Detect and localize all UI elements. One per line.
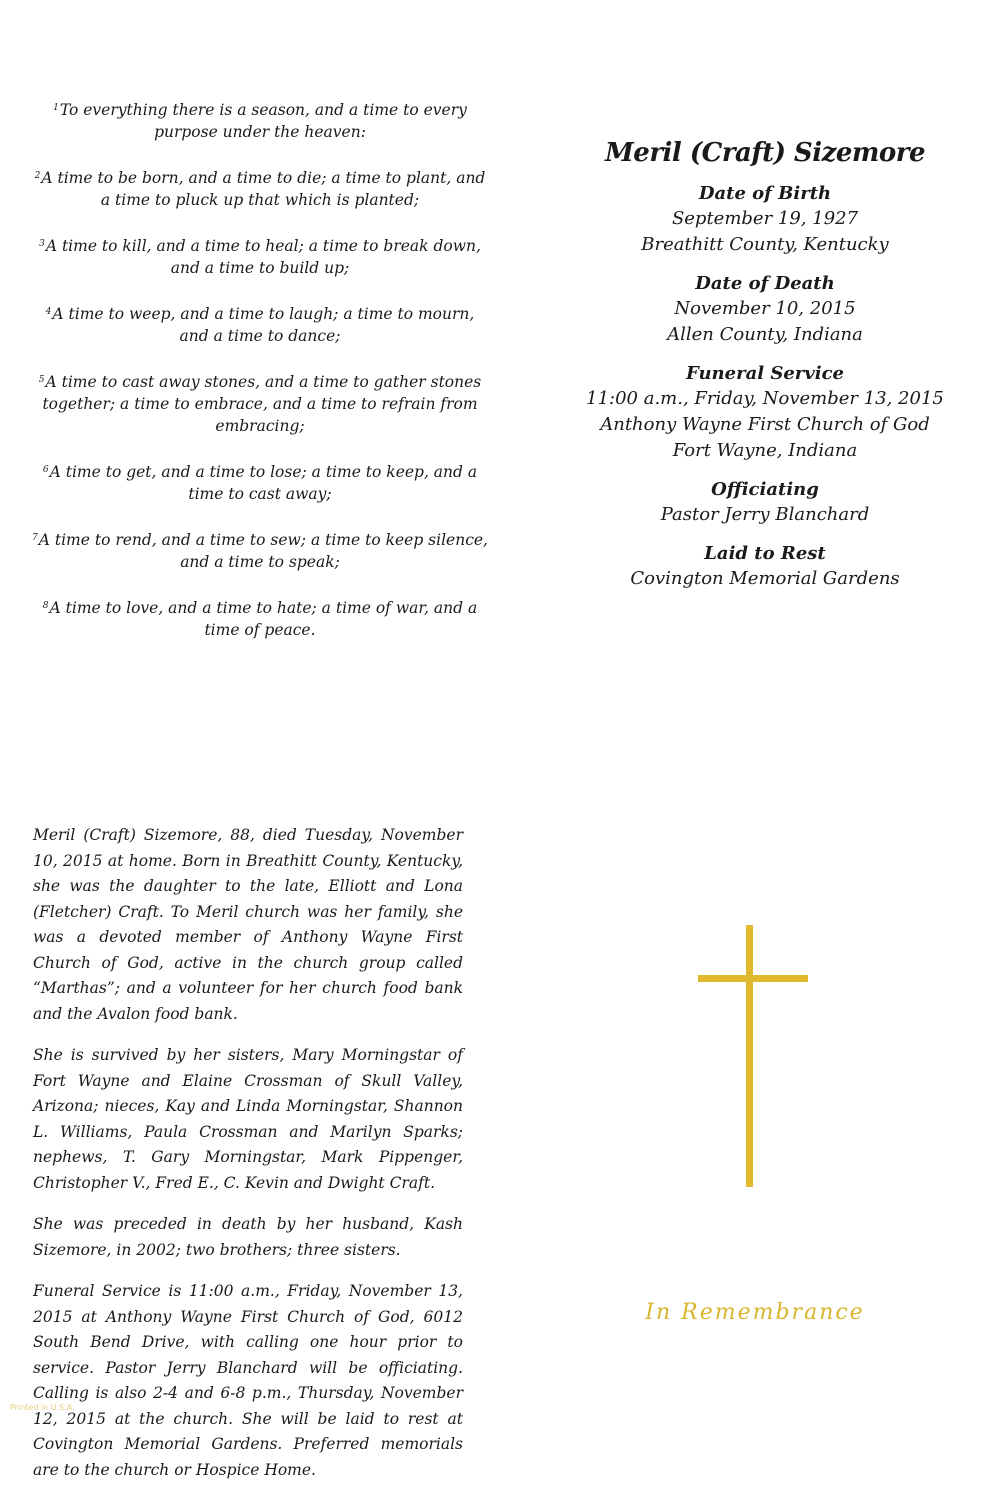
obituary-paragraph-3: She was preceded in death by her husband, Kash Sizemore, in 2002; two brothers; three sisters.	[33, 1215, 463, 1259]
service-info	[560, 138, 970, 606]
birth-date: September 19, 1927	[671, 208, 859, 229]
verse-5: $^5$A time to cast away stones, and a time to gather stones together; a time to embrace, and a time to refrain from embracing;	[38, 373, 482, 435]
in-remembrance-title: In Remembrance	[645, 1300, 865, 1325]
rest-place: Covington Memorial Gardens	[630, 568, 900, 589]
verse-2: $^2$A time to be born, and a time to die; a time to plant, and a time to pluck up that which is planted;	[34, 169, 486, 209]
obituary-text	[33, 823, 463, 1499]
cross-horizontal-bar	[698, 975, 808, 982]
obituary-paragraph-2: She is survived by her sisters, Mary Morningstar of Fort Wayne and Elaine Crossman of Skull Valley, Arizona; nieces, Kay and Linda Morningstar, Shannon L. Williams, Paula Crossman and Marilyn Sparks; nephews, T. Gary Morningstar, Mark Pippenger, Christopher V., Fred E., C. Kevin and Dwight Craft.	[33, 1046, 463, 1192]
birth-place: Breathitt County, Kentucky	[641, 234, 889, 255]
deceased-name: Meril (Craft) Sizemore	[605, 138, 925, 168]
cross-icon	[698, 925, 808, 1187]
service-section	[560, 362, 970, 464]
service-city: Fort Wayne, Indiana	[672, 440, 858, 461]
cross-vertical-bar	[746, 925, 753, 1187]
birth-section	[560, 182, 970, 258]
officiating-heading: Officiating	[711, 479, 819, 500]
verse-8: $^8$A time to love, and a time to hate; a time of war, and a time of peace.	[42, 599, 478, 639]
death-date: November 10, 2015	[674, 298, 856, 319]
verse-4: $^4$A time to weep, and a time to laugh; a time to mourn, and a time to dance;	[45, 305, 475, 345]
verse-1: $^1$To everything there is a season, and a time to every purpose under the heaven:	[53, 101, 467, 141]
obituary-paragraph-1: Meril (Craft) Sizemore, 88, died Tuesday, November 10, 2015 at home. Born in Breathitt County, Kentucky, she was the daughter to the late, Elliott and Lona (Fletcher) Craft. To Meril church was her family, she was a devoted member of Anthony Wayne First Church of God, active in the church group called “Marthas”; and a volunteer for her church food bank and the Avalon food bank.	[33, 826, 463, 1023]
rest-section	[560, 542, 970, 592]
birth-heading: Date of Birth	[698, 183, 832, 204]
verse-6: $^6$A time to get, and a time to lose; a time to keep, and a time to cast away;	[42, 463, 478, 503]
verse-3: $^3$A time to kill, and a time to heal; a time to break down, and a time to build up;	[39, 237, 481, 277]
scripture-verses	[30, 97, 490, 663]
verse-7: $^7$A time to rend, and a time to sew; a time to keep silence, and a time to speak;	[32, 531, 488, 571]
service-heading: Funeral Service	[686, 363, 844, 384]
officiating-name: Pastor Jerry Blanchard	[660, 504, 870, 525]
death-place: Allen County, Indiana	[667, 324, 863, 345]
obituary-paragraph-4: Funeral Service is 11:00 a.m., Friday, November 13, 2015 at Anthony Wayne First Church of God, 6012 South Bend Drive, with calling one hour prior to service. Pastor Jerry Blanchard will be officiating. Calling is also 2-4 and 6-8 p.m., Thursday, November 12, 2015 at the church. She will be laid to rest at Covington Memorial Gardens. Preferred memorials are to the church or Hospice Home.	[33, 1282, 463, 1479]
rest-heading: Laid to Rest	[704, 543, 826, 564]
death-section	[560, 272, 970, 348]
service-time: 11:00 a.m., Friday, November 13, 2015	[586, 388, 944, 409]
officiating-section	[560, 478, 970, 528]
service-church: Anthony Wayne First Church of God	[600, 414, 930, 435]
death-heading: Date of Death	[695, 273, 835, 294]
printed-in-usa-note: Printed in U.S.A.	[10, 1403, 75, 1412]
